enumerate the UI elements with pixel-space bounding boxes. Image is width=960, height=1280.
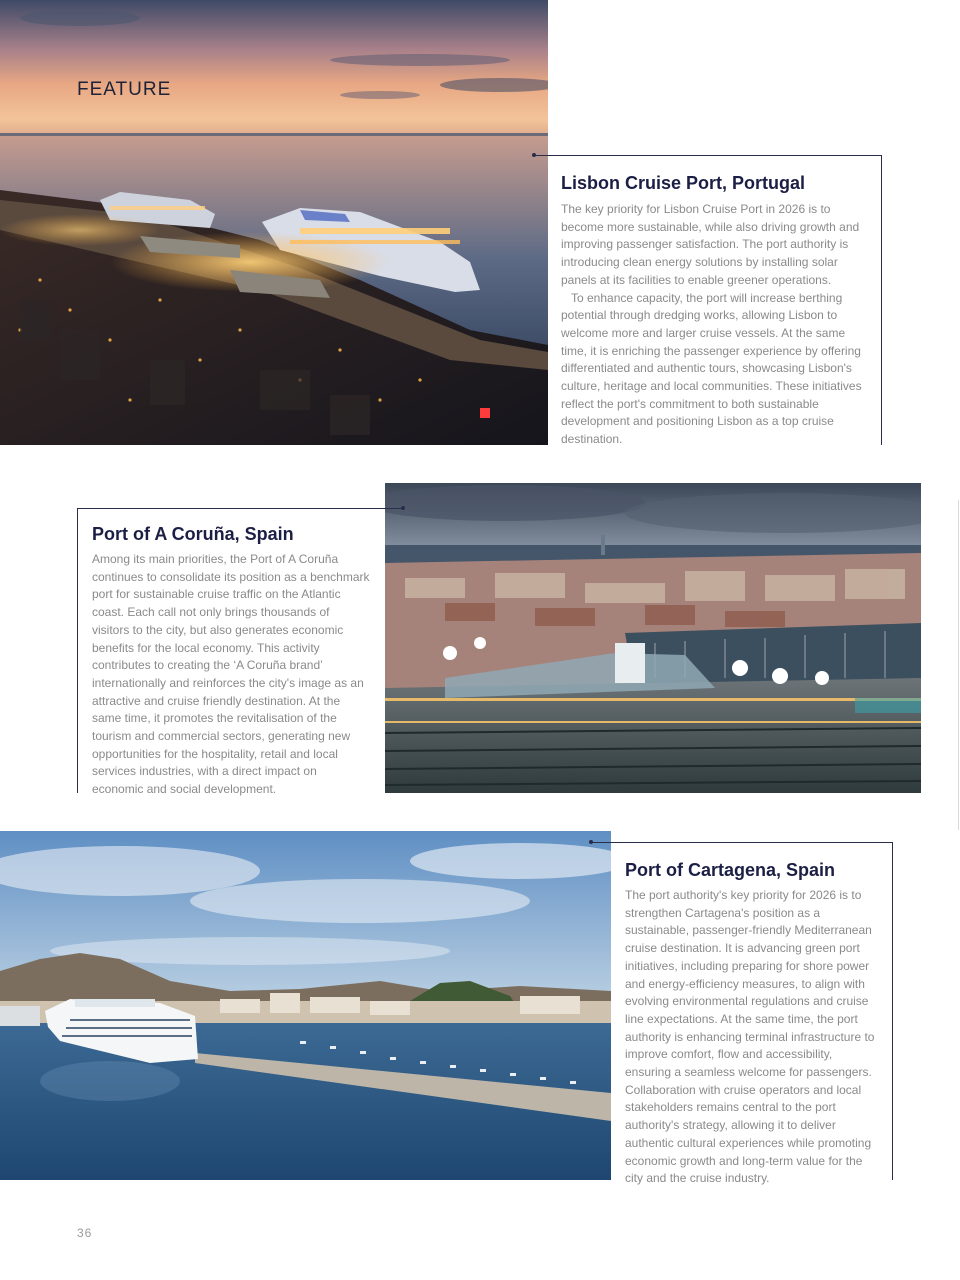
article-paragraph: Among its main priorities, the Port of A Coruña continues to consolidate its position as a benchmark port for sustainable cruise traffic on the Atlantic coast. Each call not only brings thousands of visitors to the city, but also generates economic benefits for the local economy. This activity contributes to creating the ‘A Coruña brand’ internationally and reinforces the city's image as an attractive and cruise friendly destination. At the same time, it promotes the revitalisation of the tourism and commercial sectors, generating new opportunities for the hospitality, retail and local services industries, with a direct impact on economic and social development.: [92, 552, 370, 797]
article-body: [561, 201, 866, 449]
page-edge-rule: [958, 500, 959, 830]
lisbon-port-photo: [0, 0, 548, 445]
article-a-coruna: [92, 523, 370, 799]
frame-top-rule: [77, 508, 403, 509]
frame-top-rule: [534, 155, 882, 156]
article-cartagena: [625, 859, 878, 1188]
article-body: [625, 887, 878, 1188]
a-coruna-port-photo: [385, 483, 921, 793]
page-number: 36: [77, 1226, 93, 1240]
article-title: Lisbon Cruise Port, Portugal: [561, 173, 806, 193]
frame-left-rule: [77, 508, 78, 793]
article-paragraph: The key priority for Lisbon Cruise Port in 2026 is to become more sustainable, while also driving growth and improving passenger satisfaction. The port authority is introducing clean energy solutions by installing solar panels at its facilities to enable greener operations.: [561, 202, 860, 287]
section-label: FEATURE: [77, 79, 172, 100]
article-paragraph: To enhance capacity, the port will increase berthing potential through dredging works, allowing Lisbon to welcome more and larger cruise vessels. At the same time, it is enriching the passenger experience by offering differentiated and authentic tours, showcasing Lisbon's culture, heritage and local communities. These initiatives reflect the port's commitment to both sustainable development and positioning Lisbon as a top cruise destination.: [561, 290, 862, 447]
frame-right-rule: [892, 842, 893, 1180]
article-lisbon: [561, 172, 866, 449]
article-paragraph: The port authority's key priority for 2026 is to strengthen Cartagena's position as a sustainable, passenger-friendly Mediterranean cruise destination. It is advancing green port initiatives, including preparing for shore power and energy-efficiency measures, to align with evolving environmental regulations and cruise line expectations. At the same time, the port authority is enhancing terminal infrastructure to improve comfort, flow and accessibility, ensuring a seamless welcome for passengers. Collaboration with cruise operators and local stakeholders remains central to the port authority's strategy, allowing it to deliver authentic cultural experiences while promoting economic growth and long-term value for the city and the cruise industry.: [625, 888, 875, 1186]
article-title: Port of Cartagena, Spain: [625, 860, 836, 880]
article-body: [92, 551, 370, 799]
cartagena-port-photo: [0, 831, 611, 1180]
frame-right-rule: [881, 155, 882, 445]
article-title: Port of A Coruña, Spain: [92, 524, 294, 544]
frame-top-rule: [591, 842, 893, 843]
